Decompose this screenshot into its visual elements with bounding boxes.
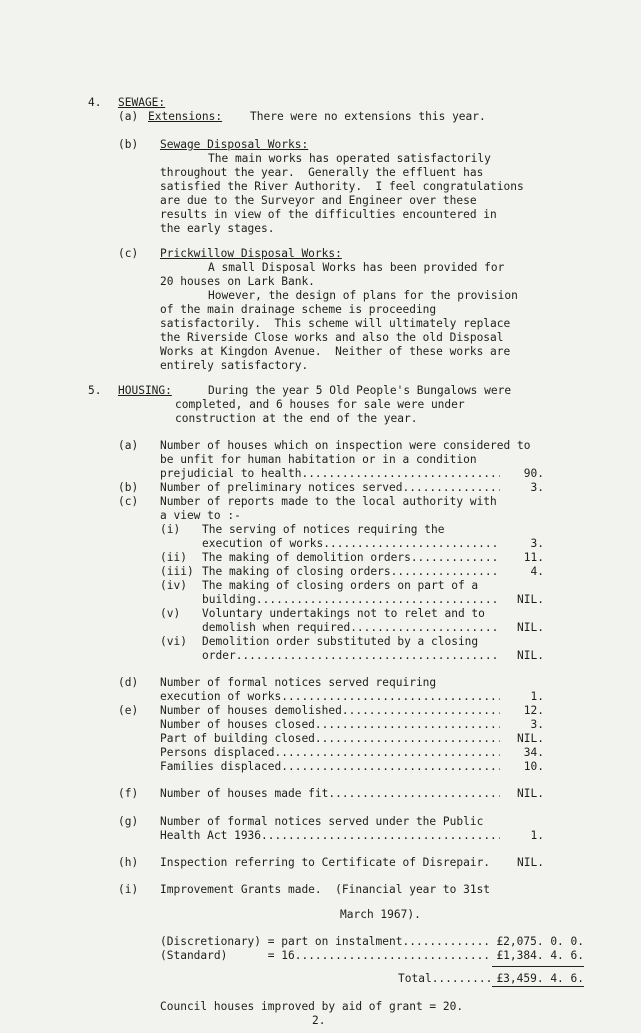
housing-e-leader: Part of building closed ..... <box>160 732 500 746</box>
housing-e-value: 12. <box>523 704 544 717</box>
housing-c-item-leader: execution of works ..... <box>202 537 500 551</box>
housing-e-label: (e) <box>118 704 139 717</box>
housing-e-value: 34. <box>523 746 544 759</box>
section-number-5: 5. <box>88 384 102 397</box>
sewage-b-line: The main works has operated satisfactorily <box>208 152 491 165</box>
housing-c-item-label: (iv) <box>160 579 187 592</box>
sewage-b-line: throughout the year. Generally the effluent has <box>160 166 484 179</box>
housing-g-value: 1. <box>530 829 544 842</box>
housing-c-item-value: NIL. <box>517 621 544 634</box>
sewage-c-line: entirely satisfactory. <box>160 359 309 372</box>
housing-c-item-label: (ii) <box>160 551 187 564</box>
total-rule-bottom <box>492 986 584 987</box>
housing-f-leader: Number of houses made fit ..... <box>160 787 500 801</box>
housing-d-value: 1. <box>530 690 544 703</box>
housing-f-value: NIL. <box>517 787 544 800</box>
housing-i-line: Improvement Grants made. (Financial year to 31st <box>160 883 491 896</box>
housing-g-label: (g) <box>118 815 139 828</box>
page-number: 2. <box>312 1014 326 1027</box>
section-number-4: 4. <box>88 96 102 109</box>
housing-c-item-label: (i) <box>160 523 181 536</box>
sewage-c-line: A small Disposal Works has been provided for <box>208 261 505 274</box>
housing-g-line: Number of formal notices served under the Public <box>160 815 484 828</box>
housing-i-amount: £2,075. 0. 0. <box>496 935 584 948</box>
housing-e-leader: Number of houses closed ..... <box>160 718 500 732</box>
total-rule-top <box>492 966 584 967</box>
housing-c-item-leader: demolish when required ..... <box>202 621 500 635</box>
housing-c-label: (c) <box>118 495 139 508</box>
housing-e-leader: Families displaced ..... <box>160 760 500 774</box>
sewage-b-line: results in view of the difficulties encountered in <box>160 208 497 221</box>
housing-e-leader: Persons displaced ..... <box>160 746 500 760</box>
housing-b-value: 3. <box>530 481 544 494</box>
housing-e-leader: Number of houses demolished ..... <box>160 704 500 718</box>
housing-d-line: Number of formal notices served requiring <box>160 676 437 689</box>
housing-h-text: Inspection referring to Certificate of Disrepair. <box>160 856 491 869</box>
sewage-a-text: There were no extensions this year. <box>250 110 486 123</box>
sewage-c-line: satisfactorily. This scheme will ultimately replace <box>160 317 511 330</box>
sewage-b-line: satisfied the River Authority. I feel congratulations <box>160 180 524 193</box>
housing-a-label: (a) <box>118 439 139 452</box>
housing-c-item-line: Voluntary undertakings not to relet and to <box>202 607 485 620</box>
housing-i-line: March 1967). <box>340 908 421 921</box>
housing-c-item-leader: order ..... <box>202 649 500 663</box>
housing-c-item-value: NIL. <box>517 649 544 662</box>
housing-g-leader: Health Act 1936 ..... <box>160 829 500 843</box>
housing-e-value: 3. <box>530 718 544 731</box>
housing-heading: HOUSING: <box>118 384 172 397</box>
sewage-c-line: 20 houses on Lark Bank. <box>160 275 315 288</box>
housing-i-total-leader: Total ..... <box>398 972 490 986</box>
housing-c-item-value: 3. <box>530 537 544 550</box>
housing-intro-line: During the year 5 Old People's Bungalows were <box>208 384 512 397</box>
housing-c-item-label: (vi) <box>160 635 187 648</box>
housing-c-line: Number of reports made to the local authority with <box>160 495 497 508</box>
housing-c-item-value: NIL. <box>517 593 544 606</box>
housing-e-value: 10. <box>523 760 544 773</box>
housing-d-leader: execution of works ..... <box>160 690 500 704</box>
sewage-b-line: the early stages. <box>160 222 275 235</box>
sewage-c-line: of the main drainage scheme is proceeding <box>160 303 437 316</box>
housing-b-leader: Number of preliminary notices served ..... <box>160 481 500 495</box>
housing-b-label: (b) <box>118 481 139 494</box>
sewage-c-line: Works at Kingdon Avenue. Neither of these works are <box>160 345 511 358</box>
housing-c-item-label: (iii) <box>160 565 194 578</box>
housing-i-total-value: £3,459. 4. 6. <box>496 972 584 985</box>
housing-c-item-leader: The making of closing orders ..... <box>202 565 500 579</box>
housing-c-item-line: Demolition order substituted by a closing <box>202 635 479 648</box>
housing-c-item-leader: building ..... <box>202 593 500 607</box>
housing-c-item-label: (v) <box>160 607 181 620</box>
sewage-c-label: (c) <box>118 247 139 260</box>
housing-f-label: (f) <box>118 787 139 800</box>
housing-i-leader: (Discretionary) = part on instalment ..... <box>160 935 490 949</box>
housing-a-line: be unfit for human habitation or in a condition <box>160 453 477 466</box>
housing-c-item-line: The serving of notices requiring the <box>202 523 445 536</box>
sewage-c-line: the Riverside Close works and also the old Disposal <box>160 331 504 344</box>
sewage-c-title: Prickwillow Disposal Works: <box>160 247 342 260</box>
housing-c-item-value: 4. <box>530 565 544 578</box>
sewage-b-label: (b) <box>118 138 139 151</box>
housing-c-item-line: The making of closing orders on part of a <box>202 579 479 592</box>
housing-c-item-leader: The making of demolition orders ..... <box>202 551 500 565</box>
sewage-b-line: are due to the Surveyor and Engineer over these <box>160 194 477 207</box>
sewage-a-label: (a) <box>118 110 139 123</box>
housing-c-item-value: 11. <box>523 551 544 564</box>
sewage-c-line: However, the design of plans for the provision <box>208 289 518 302</box>
housing-closing-line: Council houses improved by aid of grant = 20. <box>160 1000 464 1013</box>
housing-i-leader: (Standard) = 16 ..... <box>160 949 490 963</box>
sewage-heading: SEWAGE: <box>118 96 166 109</box>
housing-a-line: Number of houses which on inspection were considered to <box>160 439 531 452</box>
housing-e-value: NIL. <box>517 732 544 745</box>
housing-c-line: a view to :- <box>160 509 241 522</box>
housing-a-leader: prejudicial to health ..... <box>160 467 500 481</box>
housing-h-value: NIL. <box>517 856 544 869</box>
housing-intro-line: completed, and 6 houses for sale were under <box>175 398 465 411</box>
housing-a-value: 90. <box>523 467 544 480</box>
housing-h-label: (h) <box>118 856 139 869</box>
housing-d-label: (d) <box>118 676 139 689</box>
housing-intro-line: construction at the end of the year. <box>175 412 418 425</box>
housing-i-amount: £1,384. 4. 6. <box>496 949 584 962</box>
housing-i-label: (i) <box>118 883 139 896</box>
sewage-a-title: Extensions: <box>148 110 223 123</box>
sewage-b-title: Sewage Disposal Works: <box>160 138 309 151</box>
